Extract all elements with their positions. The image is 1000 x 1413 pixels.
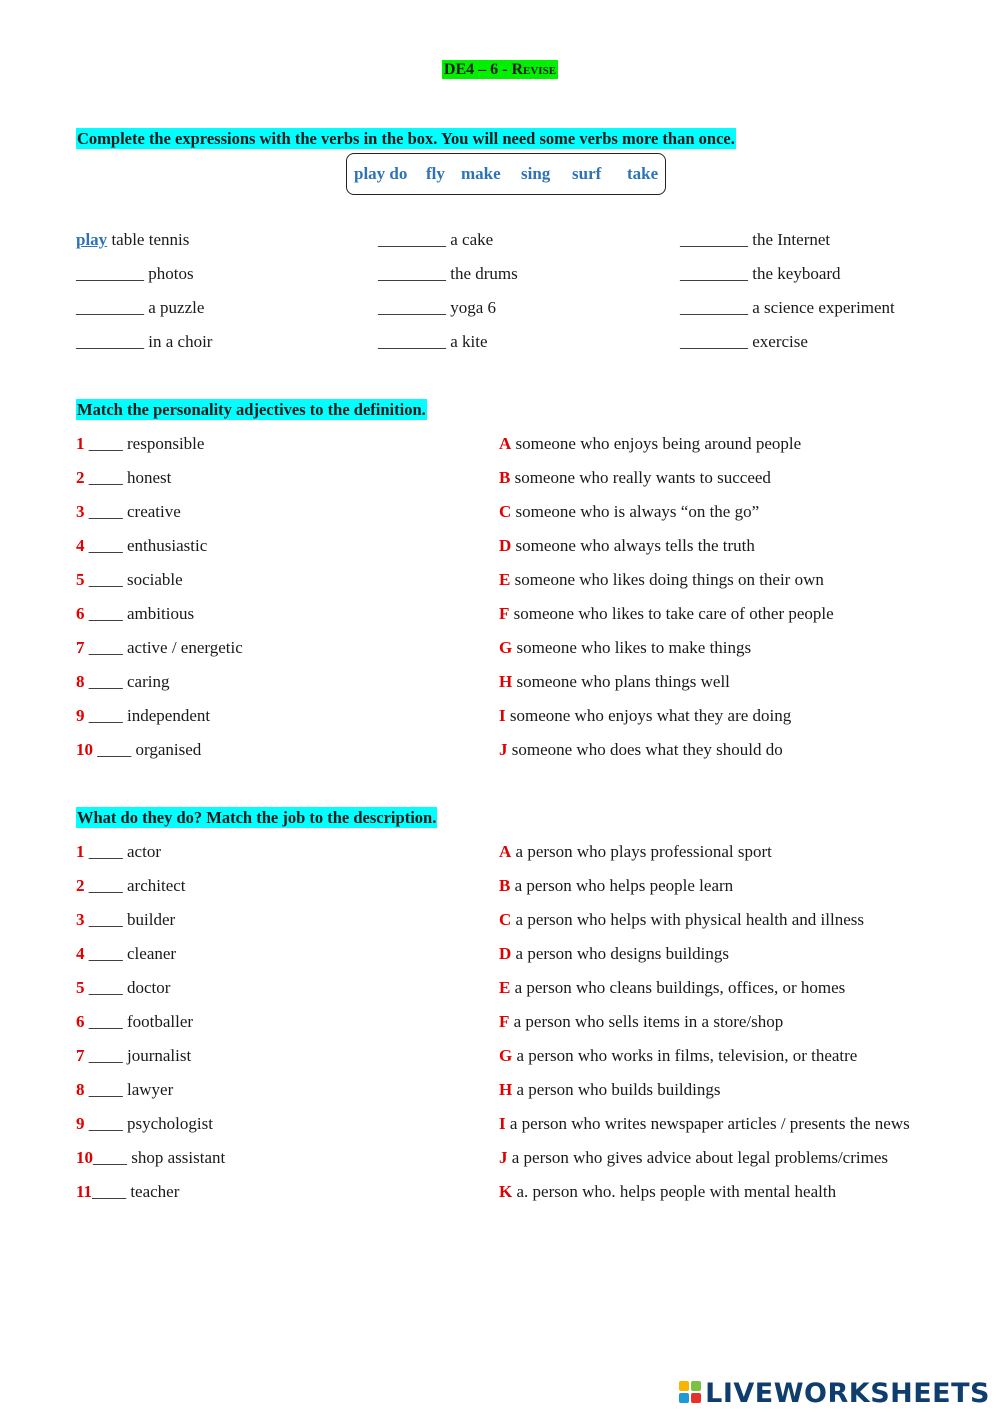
job-item[interactable]: [76, 1148, 225, 1168]
definition-item: [499, 1012, 783, 1032]
definition-item: [499, 570, 824, 590]
expression-item[interactable]: ________ yoga 6: [378, 298, 497, 317]
definition-letter: F: [499, 1012, 510, 1031]
definition-text: someone who likes doing things on their own: [510, 570, 824, 589]
definition-item: [499, 842, 772, 862]
item-text: ____ sociable: [84, 570, 183, 589]
adjective-item[interactable]: [76, 604, 194, 624]
item-text: ____ shop assistant: [93, 1148, 226, 1167]
item-text: ____ honest: [84, 468, 172, 487]
item-text: ____ architect: [84, 876, 186, 895]
definition-letter: D: [499, 944, 512, 963]
page-title-text: DE4 – 6 - Revise: [443, 61, 557, 78]
expression-item[interactable]: ________ a science experiment: [680, 298, 895, 317]
definition-item: [499, 1080, 720, 1100]
item-text: ____ actor: [84, 842, 161, 861]
definition-text: a person who cleans buildings, offices, or homes: [510, 978, 846, 997]
definition-text: a person who helps people learn: [510, 876, 734, 895]
definition-text: a person who helps with physical health and illness: [511, 910, 864, 929]
expression-item[interactable]: ________ a kite: [378, 332, 488, 351]
adjective-item[interactable]: [76, 536, 207, 556]
adjective-item[interactable]: [76, 434, 204, 454]
definition-text: a person who designs buildings: [511, 944, 729, 963]
item-number: 1: [76, 434, 85, 453]
item-number: 10: [76, 1148, 93, 1167]
definition-item: [499, 1114, 910, 1134]
section1-instruction: [76, 129, 736, 149]
definition-letter: K: [499, 1182, 513, 1201]
item-number: 3: [76, 910, 85, 929]
definition-letter: F: [499, 604, 510, 623]
item-number: 6: [76, 1012, 85, 1031]
definition-letter: B: [499, 876, 511, 895]
item-text: ____ enthusiastic: [84, 536, 208, 555]
job-item[interactable]: [76, 910, 175, 930]
item-number: 8: [76, 1080, 85, 1099]
definition-letter: E: [499, 570, 511, 589]
definition-item: [499, 604, 834, 624]
definition-item: [499, 638, 751, 658]
adjective-item[interactable]: [76, 570, 183, 590]
item-number: 9: [76, 1114, 85, 1133]
section3-instruction: [76, 808, 437, 828]
verb-item: fly: [426, 164, 445, 183]
definition-letter: A: [499, 434, 512, 453]
definition-text: a person who gives advice about legal problems/crimes: [507, 1148, 888, 1167]
definition-text: someone who enjoys being around people: [511, 434, 802, 453]
definition-text: someone who likes to make things: [512, 638, 752, 657]
expression-text: table tennis: [107, 230, 190, 249]
adjective-item[interactable]: [76, 672, 169, 692]
item-text: ____ ambitious: [84, 604, 195, 623]
liveworksheets-logo-icon: [679, 1381, 703, 1405]
definition-item: [499, 502, 759, 522]
item-text: ____ psychologist: [84, 1114, 213, 1133]
expression-item[interactable]: ________ a cake: [378, 230, 494, 249]
item-number: 4: [76, 536, 85, 555]
job-item[interactable]: [76, 1046, 191, 1066]
expression-item[interactable]: ________ in a choir: [76, 332, 213, 351]
item-number: 11: [76, 1182, 93, 1201]
verb-item: play do: [354, 164, 408, 183]
definition-letter: B: [499, 468, 511, 487]
item-text: ____ cleaner: [84, 944, 177, 963]
adjective-item[interactable]: [76, 740, 201, 760]
definition-letter: J: [499, 740, 508, 759]
item-text: ____ independent: [84, 706, 211, 725]
definition-item: [499, 536, 755, 556]
section3-instruction-text: What do they do? Match the job to the description.: [77, 808, 437, 827]
definition-letter: I: [499, 706, 506, 725]
item-number: 7: [76, 1046, 85, 1065]
definition-item: [499, 876, 733, 896]
item-number: 7: [76, 638, 85, 657]
item-text: ____ active / energetic: [84, 638, 243, 657]
adjective-item[interactable]: [76, 468, 171, 488]
item-number: 2: [76, 876, 85, 895]
definition-item: [499, 1182, 836, 1202]
definition-text: someone who is always “on the go”: [511, 502, 760, 521]
item-number: 4: [76, 944, 85, 963]
section2-instruction-text: Match the personality adjectives to the definition.: [77, 400, 426, 419]
expression-item[interactable]: ________ the drums: [378, 264, 518, 283]
job-item[interactable]: [76, 978, 170, 998]
item-text: ____ journalist: [84, 1046, 192, 1065]
liveworksheets-logo[interactable]: [679, 1378, 990, 1409]
item-number: 5: [76, 978, 85, 997]
verb-item: surf: [572, 164, 602, 183]
definition-text: a. person who. helps people with mental health: [512, 1182, 837, 1201]
definition-text: someone who really wants to succeed: [510, 468, 771, 487]
definition-item: [499, 468, 771, 488]
item-number: 9: [76, 706, 85, 725]
job-item[interactable]: [76, 1114, 213, 1134]
definition-letter: E: [499, 978, 511, 997]
definition-letter: H: [499, 1080, 513, 1099]
definition-letter: G: [499, 1046, 513, 1065]
definition-letter: C: [499, 910, 512, 929]
definition-text: someone who always tells the truth: [511, 536, 755, 555]
definition-item: [499, 1046, 857, 1066]
verb-item: make: [461, 164, 501, 183]
verb-box: [346, 153, 666, 195]
definition-item: [499, 706, 791, 726]
item-number: 2: [76, 468, 85, 487]
expression-item: [76, 230, 189, 250]
definition-text: a person who works in films, television, or theatre: [512, 1046, 858, 1065]
item-text: ____ creative: [84, 502, 181, 521]
definition-item: [499, 1148, 888, 1168]
job-item[interactable]: [76, 1080, 173, 1100]
definition-text: a person who sells items in a store/shop: [509, 1012, 784, 1031]
example-answer[interactable]: play: [76, 230, 108, 249]
definition-item: [499, 944, 729, 964]
verb-item: take: [627, 164, 659, 183]
definition-letter: H: [499, 672, 513, 691]
item-number: 10: [76, 740, 93, 759]
adjective-item[interactable]: [76, 638, 243, 658]
item-text: ____ doctor: [84, 978, 171, 997]
definition-letter: G: [499, 638, 513, 657]
definition-text: a person who plays professional sport: [511, 842, 772, 861]
expression-item[interactable]: ________ the keyboard: [680, 264, 841, 283]
job-item[interactable]: [76, 876, 186, 896]
definition-item: [499, 978, 845, 998]
definition-text: someone who likes to take care of other people: [509, 604, 834, 623]
adjective-item[interactable]: [76, 502, 181, 522]
definition-letter: C: [499, 502, 512, 521]
page-title: [0, 61, 1000, 79]
item-text: ____ footballer: [84, 1012, 194, 1031]
expression-item[interactable]: ________ exercise: [680, 332, 808, 351]
section2-instruction: [76, 400, 427, 420]
adjective-item[interactable]: [76, 706, 210, 726]
definition-text: a person who writes newspaper articles / presents the news: [505, 1114, 910, 1133]
item-text: ____ caring: [84, 672, 170, 691]
item-text: ____ teacher: [92, 1182, 180, 1201]
definition-text: someone who plans things well: [512, 672, 730, 691]
logo-text: LIVEWORKSHEETS: [705, 1378, 990, 1409]
verb-item: sing: [521, 164, 551, 183]
item-number: 8: [76, 672, 85, 691]
definition-text: someone who enjoys what they are doing: [505, 706, 792, 725]
expression-item[interactable]: ________ a puzzle: [76, 298, 205, 317]
section1-instruction-text: Complete the expressions with the verbs in the box. You will need some verbs more than once.: [77, 129, 735, 148]
job-item[interactable]: [76, 1012, 193, 1032]
item-number: 1: [76, 842, 85, 861]
definition-text: someone who does what they should do: [507, 740, 783, 759]
expression-item[interactable]: ________ the Internet: [680, 230, 831, 249]
item-text: ____ lawyer: [84, 1080, 174, 1099]
item-number: 6: [76, 604, 85, 623]
definition-letter: J: [499, 1148, 508, 1167]
definition-item: [499, 740, 783, 760]
item-text: ____ organised: [93, 740, 202, 759]
job-item[interactable]: [76, 842, 161, 862]
definition-item: [499, 672, 730, 692]
definition-letter: A: [499, 842, 512, 861]
definition-item: [499, 434, 801, 454]
definition-text: a person who builds buildings: [512, 1080, 721, 1099]
expression-item[interactable]: ________ photos: [76, 264, 194, 283]
item-number: 3: [76, 502, 85, 521]
item-text: ____ responsible: [84, 434, 205, 453]
definition-item: [499, 910, 864, 930]
item-text: ____ builder: [84, 910, 176, 929]
item-number: 5: [76, 570, 85, 589]
definition-letter: I: [499, 1114, 506, 1133]
definition-letter: D: [499, 536, 512, 555]
job-item[interactable]: [76, 1182, 179, 1202]
job-item[interactable]: [76, 944, 176, 964]
